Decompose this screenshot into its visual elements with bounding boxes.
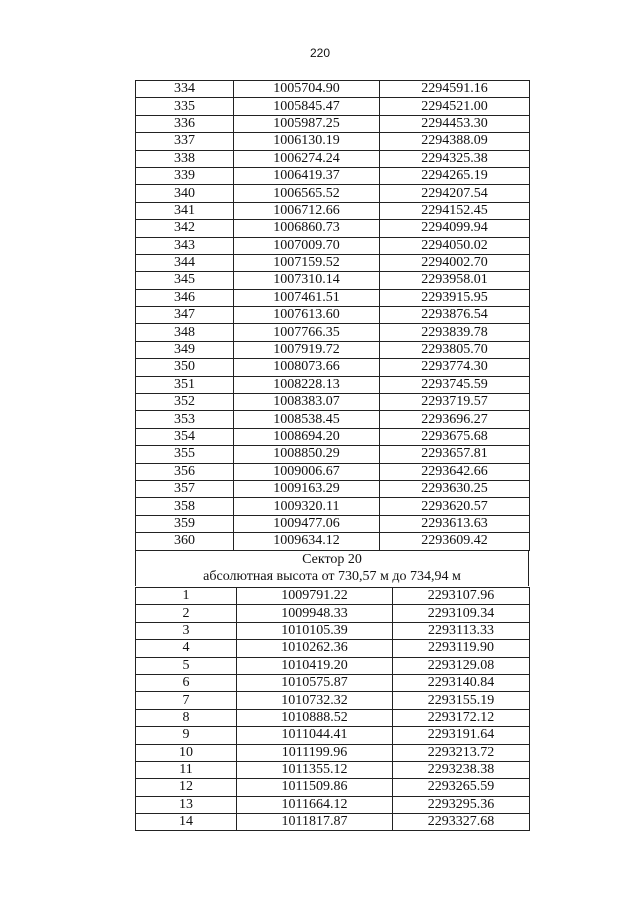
table-row bbox=[136, 324, 530, 341]
table-row bbox=[136, 254, 530, 271]
y-coordinate-cell: 2293657.81 bbox=[380, 446, 530, 463]
point-number-cell: 2 bbox=[136, 605, 237, 622]
point-number-cell: 14 bbox=[136, 814, 237, 831]
table-row bbox=[136, 657, 530, 674]
table-row bbox=[136, 185, 530, 202]
x-coordinate-cell: 1006712.66 bbox=[234, 202, 380, 219]
coordinates-table-top bbox=[135, 80, 530, 551]
table-row bbox=[136, 498, 530, 515]
y-coordinate-cell: 2294388.09 bbox=[380, 133, 530, 150]
y-coordinate-cell: 2293876.54 bbox=[380, 307, 530, 324]
point-number-cell: 347 bbox=[136, 307, 234, 324]
y-coordinate-cell: 2293295.36 bbox=[393, 796, 530, 813]
y-coordinate-cell: 2293839.78 bbox=[380, 324, 530, 341]
y-coordinate-cell: 2294325.38 bbox=[380, 150, 530, 167]
x-coordinate-cell: 1007310.14 bbox=[234, 272, 380, 289]
table-row bbox=[136, 446, 530, 463]
x-coordinate-cell: 1009791.22 bbox=[237, 588, 393, 605]
x-coordinate-cell: 1011199.96 bbox=[237, 744, 393, 761]
y-coordinate-cell: 2293675.68 bbox=[380, 428, 530, 445]
table-row bbox=[136, 640, 530, 657]
table-row bbox=[136, 167, 530, 184]
y-coordinate-cell: 2293958.01 bbox=[380, 272, 530, 289]
table-row bbox=[136, 796, 530, 813]
table-row bbox=[136, 394, 530, 411]
point-number-cell: 350 bbox=[136, 359, 234, 376]
y-coordinate-cell: 2294453.30 bbox=[380, 115, 530, 132]
x-coordinate-cell: 1009477.06 bbox=[234, 515, 380, 532]
table-row bbox=[136, 98, 530, 115]
y-coordinate-cell: 2293119.90 bbox=[393, 640, 530, 657]
x-coordinate-cell: 1011355.12 bbox=[237, 761, 393, 778]
table-row bbox=[136, 307, 530, 324]
y-coordinate-cell: 2293745.59 bbox=[380, 376, 530, 393]
y-coordinate-cell: 2293172.12 bbox=[393, 709, 530, 726]
y-coordinate-cell: 2293630.25 bbox=[380, 480, 530, 497]
table-row bbox=[136, 622, 530, 639]
point-number-cell: 12 bbox=[136, 779, 237, 796]
y-coordinate-cell: 2294099.94 bbox=[380, 220, 530, 237]
y-coordinate-cell: 2294265.19 bbox=[380, 167, 530, 184]
table-row bbox=[136, 81, 530, 98]
table-row bbox=[136, 411, 530, 428]
point-number-cell: 342 bbox=[136, 220, 234, 237]
coordinates-table-bottom-body bbox=[136, 588, 530, 831]
x-coordinate-cell: 1005845.47 bbox=[234, 98, 380, 115]
x-coordinate-cell: 1006274.24 bbox=[234, 150, 380, 167]
point-number-cell: 1 bbox=[136, 588, 237, 605]
sector-title: Сектор 20 bbox=[302, 552, 362, 567]
table-row bbox=[136, 674, 530, 691]
table-row bbox=[136, 744, 530, 761]
point-number-cell: 7 bbox=[136, 692, 237, 709]
x-coordinate-cell: 1008538.45 bbox=[234, 411, 380, 428]
table-row bbox=[136, 428, 530, 445]
y-coordinate-cell: 2293719.57 bbox=[380, 394, 530, 411]
table-row bbox=[136, 289, 530, 306]
x-coordinate-cell: 1006860.73 bbox=[234, 220, 380, 237]
point-number-cell: 336 bbox=[136, 115, 234, 132]
point-number-cell: 353 bbox=[136, 411, 234, 428]
y-coordinate-cell: 2293609.42 bbox=[380, 533, 530, 550]
point-number-cell: 356 bbox=[136, 463, 234, 480]
y-coordinate-cell: 2293613.63 bbox=[380, 515, 530, 532]
point-number-cell: 6 bbox=[136, 674, 237, 691]
y-coordinate-cell: 2293140.84 bbox=[393, 674, 530, 691]
y-coordinate-cell: 2293327.68 bbox=[393, 814, 530, 831]
table-row bbox=[136, 709, 530, 726]
table-row bbox=[136, 480, 530, 497]
point-number-cell: 8 bbox=[136, 709, 237, 726]
y-coordinate-cell: 2293642.66 bbox=[380, 463, 530, 480]
x-coordinate-cell: 1009948.33 bbox=[237, 605, 393, 622]
point-number-cell: 357 bbox=[136, 480, 234, 497]
point-number-cell: 358 bbox=[136, 498, 234, 515]
table-row bbox=[136, 220, 530, 237]
x-coordinate-cell: 1007766.35 bbox=[234, 324, 380, 341]
x-coordinate-cell: 1008383.07 bbox=[234, 394, 380, 411]
x-coordinate-cell: 1005987.25 bbox=[234, 115, 380, 132]
table-row bbox=[136, 359, 530, 376]
table-row bbox=[136, 202, 530, 219]
point-number-cell: 338 bbox=[136, 150, 234, 167]
point-number-cell: 346 bbox=[136, 289, 234, 306]
point-number-cell: 343 bbox=[136, 237, 234, 254]
y-coordinate-cell: 2293113.33 bbox=[393, 622, 530, 639]
table-row bbox=[136, 779, 530, 796]
point-number-cell: 335 bbox=[136, 98, 234, 115]
point-number-cell: 351 bbox=[136, 376, 234, 393]
point-number-cell: 344 bbox=[136, 254, 234, 271]
y-coordinate-cell: 2293696.27 bbox=[380, 411, 530, 428]
x-coordinate-cell: 1008694.20 bbox=[234, 428, 380, 445]
y-coordinate-cell: 2293805.70 bbox=[380, 341, 530, 358]
table-row bbox=[136, 463, 530, 480]
table-row bbox=[136, 341, 530, 358]
table-row bbox=[136, 588, 530, 605]
coordinates-table-bottom bbox=[135, 587, 530, 831]
x-coordinate-cell: 1008073.66 bbox=[234, 359, 380, 376]
y-coordinate-cell: 2293774.30 bbox=[380, 359, 530, 376]
y-coordinate-cell: 2293191.64 bbox=[393, 727, 530, 744]
y-coordinate-cell: 2293213.72 bbox=[393, 744, 530, 761]
x-coordinate-cell: 1008228.13 bbox=[234, 376, 380, 393]
coordinates-table-top-body bbox=[136, 81, 530, 551]
point-number-cell: 4 bbox=[136, 640, 237, 657]
x-coordinate-cell: 1011817.87 bbox=[237, 814, 393, 831]
point-number-cell: 359 bbox=[136, 515, 234, 532]
x-coordinate-cell: 1010105.39 bbox=[237, 622, 393, 639]
x-coordinate-cell: 1006130.19 bbox=[234, 133, 380, 150]
y-coordinate-cell: 2293155.19 bbox=[393, 692, 530, 709]
table-row bbox=[136, 150, 530, 167]
x-coordinate-cell: 1010888.52 bbox=[237, 709, 393, 726]
point-number-cell: 360 bbox=[136, 533, 234, 550]
x-coordinate-cell: 1010575.87 bbox=[237, 674, 393, 691]
point-number-cell: 11 bbox=[136, 761, 237, 778]
y-coordinate-cell: 2293620.57 bbox=[380, 498, 530, 515]
table-row bbox=[136, 515, 530, 532]
point-number-cell: 355 bbox=[136, 446, 234, 463]
y-coordinate-cell: 2293129.08 bbox=[393, 657, 530, 674]
point-number-cell: 10 bbox=[136, 744, 237, 761]
y-coordinate-cell: 2294591.16 bbox=[380, 81, 530, 98]
x-coordinate-cell: 1008850.29 bbox=[234, 446, 380, 463]
sector-header bbox=[135, 551, 529, 586]
table-row bbox=[136, 727, 530, 744]
table-row bbox=[136, 761, 530, 778]
x-coordinate-cell: 1010732.32 bbox=[237, 692, 393, 709]
x-coordinate-cell: 1007009.70 bbox=[234, 237, 380, 254]
point-number-cell: 3 bbox=[136, 622, 237, 639]
table-row bbox=[136, 533, 530, 550]
y-coordinate-cell: 2294002.70 bbox=[380, 254, 530, 271]
point-number-cell: 334 bbox=[136, 81, 234, 98]
table-row bbox=[136, 133, 530, 150]
y-coordinate-cell: 2294152.45 bbox=[380, 202, 530, 219]
table-row bbox=[136, 692, 530, 709]
x-coordinate-cell: 1006565.52 bbox=[234, 185, 380, 202]
x-coordinate-cell: 1011664.12 bbox=[237, 796, 393, 813]
y-coordinate-cell: 2294521.00 bbox=[380, 98, 530, 115]
y-coordinate-cell: 2293107.96 bbox=[393, 588, 530, 605]
point-number-cell: 337 bbox=[136, 133, 234, 150]
point-number-cell: 345 bbox=[136, 272, 234, 289]
x-coordinate-cell: 1007461.51 bbox=[234, 289, 380, 306]
x-coordinate-cell: 1009320.11 bbox=[234, 498, 380, 515]
x-coordinate-cell: 1009634.12 bbox=[234, 533, 380, 550]
page-number: 220 bbox=[309, 46, 331, 60]
y-coordinate-cell: 2293915.95 bbox=[380, 289, 530, 306]
x-coordinate-cell: 1009163.29 bbox=[234, 480, 380, 497]
point-number-cell: 340 bbox=[136, 185, 234, 202]
x-coordinate-cell: 1009006.67 bbox=[234, 463, 380, 480]
y-coordinate-cell: 2293265.59 bbox=[393, 779, 530, 796]
sector-subtitle: абсолютная высота от 730,57 м до 734,94 м bbox=[203, 569, 461, 584]
x-coordinate-cell: 1007159.52 bbox=[234, 254, 380, 271]
x-coordinate-cell: 1010262.36 bbox=[237, 640, 393, 657]
table-row bbox=[136, 814, 530, 831]
table-row bbox=[136, 376, 530, 393]
point-number-cell: 348 bbox=[136, 324, 234, 341]
point-number-cell: 13 bbox=[136, 796, 237, 813]
x-coordinate-cell: 1006419.37 bbox=[234, 167, 380, 184]
y-coordinate-cell: 2293109.34 bbox=[393, 605, 530, 622]
point-number-cell: 341 bbox=[136, 202, 234, 219]
point-number-cell: 339 bbox=[136, 167, 234, 184]
table-row bbox=[136, 272, 530, 289]
point-number-cell: 9 bbox=[136, 727, 237, 744]
x-coordinate-cell: 1007613.60 bbox=[234, 307, 380, 324]
point-number-cell: 5 bbox=[136, 657, 237, 674]
x-coordinate-cell: 1005704.90 bbox=[234, 81, 380, 98]
point-number-cell: 352 bbox=[136, 394, 234, 411]
point-number-cell: 354 bbox=[136, 428, 234, 445]
table-row bbox=[136, 605, 530, 622]
x-coordinate-cell: 1011044.41 bbox=[237, 727, 393, 744]
y-coordinate-cell: 2293238.38 bbox=[393, 761, 530, 778]
point-number-cell: 349 bbox=[136, 341, 234, 358]
x-coordinate-cell: 1011509.86 bbox=[237, 779, 393, 796]
y-coordinate-cell: 2294050.02 bbox=[380, 237, 530, 254]
x-coordinate-cell: 1010419.20 bbox=[237, 657, 393, 674]
table-row bbox=[136, 237, 530, 254]
table-row bbox=[136, 115, 530, 132]
y-coordinate-cell: 2294207.54 bbox=[380, 185, 530, 202]
x-coordinate-cell: 1007919.72 bbox=[234, 341, 380, 358]
